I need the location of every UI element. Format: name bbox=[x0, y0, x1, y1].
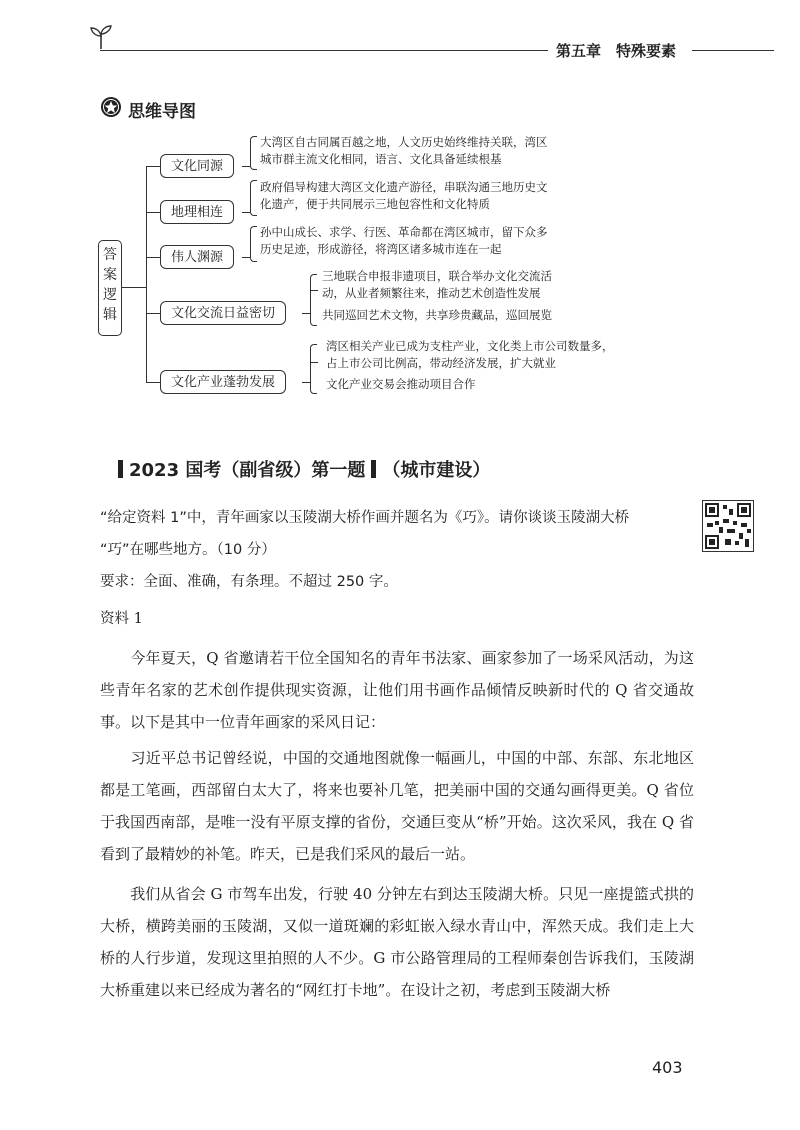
header-rule-left bbox=[100, 50, 548, 51]
leaf-bracket bbox=[310, 344, 317, 394]
leaf-text: 共同巡回艺术文物，共享珍贵藏品，巡回展览 bbox=[322, 308, 552, 322]
leaf-tick bbox=[310, 290, 318, 291]
leaf-text: 占上市公司比例高，带动经济发展，扩大就业 bbox=[326, 356, 556, 370]
branch-connector bbox=[146, 166, 160, 167]
root-char: 案 bbox=[103, 267, 117, 283]
leaf-text: 孙中山成长、求学、行医、革命都在湾区城市，留下众多 bbox=[260, 225, 548, 239]
leaf-text: 文化产业交易会推动项目合作 bbox=[326, 377, 476, 391]
heading-bar bbox=[371, 460, 376, 478]
leaf-connector bbox=[302, 313, 310, 314]
branch-great-figures: 伟人渊源 bbox=[160, 245, 234, 269]
root-char: 辑 bbox=[103, 307, 117, 323]
page-number: 403 bbox=[652, 1058, 683, 1077]
body-paragraph: 今年夏天，Q 省邀请若干位全国知名的青年书法家、画家参加了一场采风活动，为这些青年名家的艺术创作提供现实资源，让他们用书画作品倾情反映新时代的 Q 省交通故事。以下是其中一位青年画家的采风日记： bbox=[100, 649, 694, 731]
leaf-bracket bbox=[310, 274, 317, 326]
question-tag: （城市建设） bbox=[382, 460, 491, 481]
mindmap-root bbox=[98, 240, 122, 336]
leaf-text: 化遗产，便于共同展示三地包容性和文化特质 bbox=[260, 197, 490, 211]
body-paragraph: 我们从省会 G 市驾车出发，行驶 40 分钟左右到达玉陵湖大桥。只见一座提篮式拱的大桥，横跨美丽的玉陵湖，又似一道斑斓的彩虹嵌入绿水青山中，浑然天成。我们走上大桥的人行步道，发现这里拍照的人不少。G 市公路管理局的工程师秦创告诉我们，玉陵湖大桥重建以来已经成为著名的“网红打卡地”。在设计之初，考虑到玉陵湖大桥 bbox=[100, 885, 694, 999]
leaf-bracket bbox=[250, 136, 257, 170]
question-requirement: 要求：全面、准确，有条理。不超过 250 字。 bbox=[100, 574, 398, 590]
leaf-text: 动，从业者频繁往来，推动艺术创造性发展 bbox=[322, 286, 541, 300]
question-prompt-line: “给定资料 1”中，青年画家以玉陵湖大桥作画并题名为《巧》。请你谈谈玉陵湖大桥 bbox=[100, 510, 630, 526]
leaf-text: 历史足迹，形成游径，将湾区诸多城市连在一起 bbox=[260, 242, 502, 256]
sprout-icon bbox=[88, 24, 114, 50]
spine bbox=[146, 166, 147, 382]
mindmap-title: 思维导图 bbox=[128, 102, 196, 122]
leaf-connector bbox=[242, 166, 250, 167]
leaf-text: 湾区相关产业已成为支柱产业，文化类上市公司数量多， bbox=[326, 339, 614, 353]
leaf-text: 大湾区自古同属百越之地，人文历史始终维持关联，湾区 bbox=[260, 135, 548, 149]
branch-cultural-exchange: 文化交流日益密切 bbox=[160, 301, 286, 325]
leaf-connector bbox=[242, 257, 250, 258]
leaf-text: 三地联合申报非遗项目，联合举办文化交流活 bbox=[322, 269, 552, 283]
root-char: 逻 bbox=[103, 287, 117, 303]
star-badge-icon bbox=[100, 96, 122, 118]
leaf-text: 城市群主流文化相同，语言、文化具备延续根基 bbox=[260, 152, 502, 166]
leaf-tick bbox=[310, 362, 318, 363]
branch-cultural-industry: 文化产业蓬勃发展 bbox=[160, 370, 286, 394]
branch-geography: 地理相连 bbox=[160, 200, 234, 224]
material-label: 资料 1 bbox=[100, 611, 143, 627]
question-prompt-line: “巧”在哪些地方。（10 分） bbox=[100, 542, 276, 558]
branch-connector bbox=[146, 257, 160, 258]
chapter-title: 第五章 特殊要素 bbox=[556, 42, 677, 60]
heading-bar bbox=[118, 460, 123, 478]
leaf-connector bbox=[302, 382, 310, 383]
branch-connector bbox=[146, 382, 160, 383]
header-rule-right bbox=[692, 50, 774, 51]
branch-connector bbox=[146, 212, 160, 213]
leaf-text: 政府倡导构建大湾区文化遗产游径，串联沟通三地历史文 bbox=[260, 180, 548, 194]
qr-code-icon[interactable] bbox=[702, 500, 754, 552]
leaf-bracket bbox=[250, 226, 257, 262]
branch-connector bbox=[146, 313, 160, 314]
leaf-bracket bbox=[250, 180, 257, 216]
body-paragraph: 习近平总书记曾经说，中国的交通地图就像一幅画儿，中国的中部、东部、东北地区都是工笔画，西部留白太大了，将来也要补几笔，把美丽中国的交通勾画得更美。Q 省位于我国西南部，是唯一没有平原支撑的省份，交通巨变从“桥”开始。这次采风，我在 Q 省看到了最精妙的补笔。昨天，已是我们采风的最后一站。 bbox=[100, 749, 694, 863]
root-char: 答 bbox=[103, 247, 117, 263]
question-title: 2023 国考（副省级）第一题 bbox=[129, 460, 366, 481]
root-connector bbox=[122, 287, 146, 288]
question-heading bbox=[118, 456, 490, 482]
leaf-connector bbox=[242, 212, 250, 213]
branch-culture-origin: 文化同源 bbox=[160, 154, 234, 178]
